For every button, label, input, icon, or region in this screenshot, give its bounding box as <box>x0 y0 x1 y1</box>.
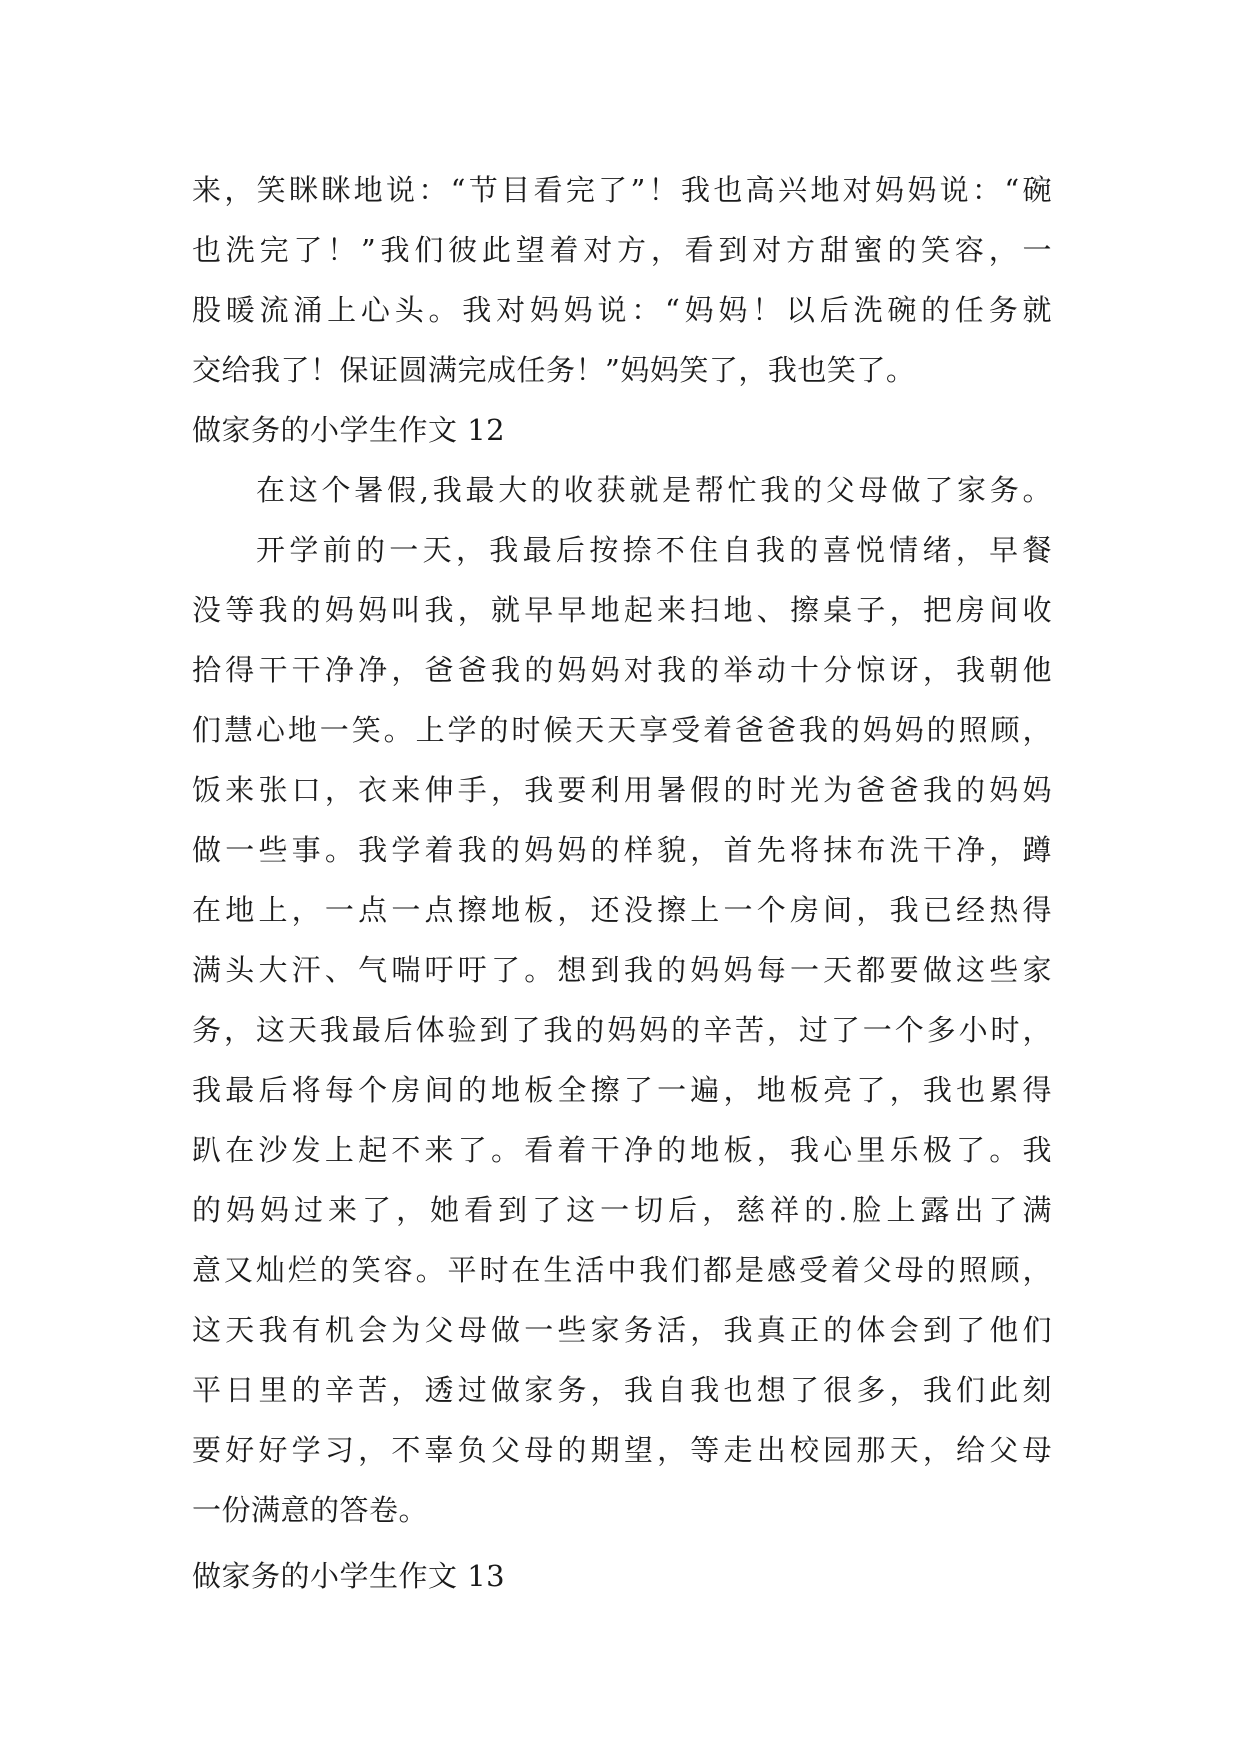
essay-13-heading: 做家务的小学生作文 13 <box>192 1559 506 1593</box>
text-line: 开学前的一天，我最后按捺不住自我的喜悦情绪，早餐 <box>256 533 1052 567</box>
intro-paragraph <box>192 160 1052 400</box>
text-line: 做一些事。我学着我的妈妈的样貌，首先将抹布洗干净，蹲 <box>192 833 1052 867</box>
text-line: 的妈妈过来了，她看到了这一切后，慈祥的.脸上露出了满 <box>192 1193 1052 1227</box>
text-line: 平日里的辛苦，透过做家务，我自我也想了很多，我们此刻 <box>192 1373 1052 1407</box>
text-line: 一份满意的答卷。 <box>192 1493 429 1527</box>
document-page <box>192 160 1052 1606</box>
text-line: 意又灿烂的笑容。平时在生活中我们都是感受着父母的照顾， <box>192 1253 1052 1287</box>
text-line: 这天我有机会为父母做一些家务活，我真正的体会到了他们 <box>192 1313 1052 1347</box>
text-line: 要好好学习，不辜负父母的期望，等走出校园那天，给父母 <box>192 1433 1052 1467</box>
text-line: 趴在沙发上起不来了。看着干净的地板，我心里乐极了。我 <box>192 1133 1052 1167</box>
text-line: 我最后将每个房间的地板全擦了一遍，地板亮了，我也累得 <box>192 1073 1052 1107</box>
text-line: 饭来张口，衣来伸手，我要利用暑假的时光为爸爸我的妈妈 <box>192 773 1052 807</box>
text-line: 们慧心地一笑。上学的时候天天享受着爸爸我的妈妈的照顾， <box>192 713 1052 747</box>
paragraph-1: 在这个暑假,我最大的收获就是帮忙我的父母做了家务。 <box>256 473 1052 507</box>
text-line: 交给我了！保证圆满完成任务！”妈妈笑了，我也笑了。 <box>192 353 916 387</box>
text-line: 也洗完了！”我们彼此望着对方，看到对方甜蜜的笑容，一 <box>192 233 1052 267</box>
essay-12-body <box>192 460 1052 1540</box>
text-line: 拾得干干净净，爸爸我的妈妈对我的举动十分惊讶，我朝他 <box>192 653 1052 687</box>
text-line: 务，这天我最后体验到了我的妈妈的辛苦，过了一个多小时， <box>192 1013 1052 1047</box>
text-line: 满头大汗、气喘吁吁了。想到我的妈妈每一天都要做这些家 <box>192 953 1052 987</box>
text-line: 没等我的妈妈叫我，就早早地起来扫地、擦桌子，把房间收 <box>192 593 1052 627</box>
text-line: 在地上，一点一点擦地板，还没擦上一个房间，我已经热得 <box>192 893 1052 927</box>
text-line: 股暖流涌上心头。我对妈妈说：“妈妈！以后洗碗的任务就 <box>192 293 1052 327</box>
essay-12-heading: 做家务的小学生作文 12 <box>192 413 506 447</box>
text-line: 来，笑眯眯地说：“节目看完了”！我也高兴地对妈妈说：“碗 <box>192 173 1052 207</box>
